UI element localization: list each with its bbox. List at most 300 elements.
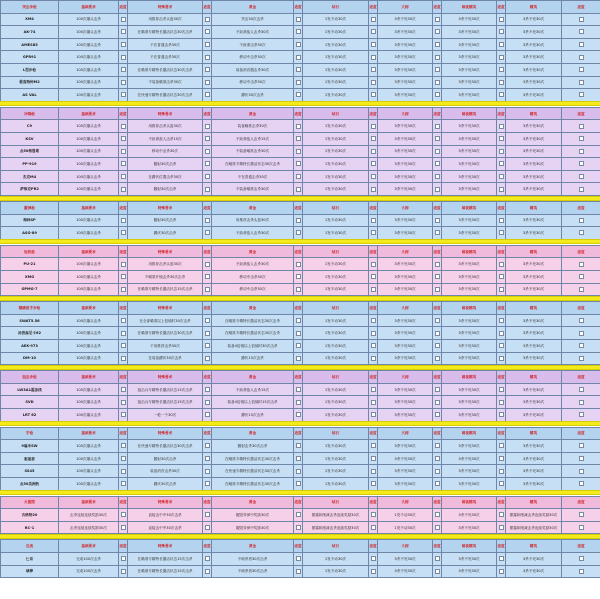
progress-checkbox[interactable]	[121, 55, 126, 60]
progress-cell	[497, 170, 506, 183]
progress-checkbox[interactable]	[371, 262, 376, 267]
progress-checkbox[interactable]	[435, 343, 440, 348]
requirement-cell: 1发不动30次	[303, 270, 369, 283]
progress-checkbox[interactable]	[205, 262, 210, 267]
progress-checkbox[interactable]	[579, 55, 584, 60]
progress-checkbox[interactable]	[499, 569, 504, 574]
progress-checkbox[interactable]	[121, 274, 126, 279]
progress-checkbox[interactable]	[121, 481, 126, 486]
progress-checkbox[interactable]	[371, 124, 376, 129]
progress-cell	[203, 63, 212, 76]
progress-checkbox[interactable]	[499, 136, 504, 141]
progress-checkbox[interactable]	[579, 356, 584, 361]
progress-checkbox[interactable]	[296, 92, 301, 97]
progress-checkbox[interactable]	[205, 387, 210, 392]
progress-checkbox[interactable]	[435, 356, 440, 361]
progress-checkbox[interactable]	[205, 42, 210, 47]
progress-checkbox[interactable]	[205, 29, 210, 34]
progress-checkbox[interactable]	[296, 556, 301, 561]
column-header: 进度	[562, 302, 600, 315]
progress-checkbox[interactable]	[121, 42, 126, 47]
progress-checkbox[interactable]	[121, 29, 126, 34]
progress-checkbox[interactable]	[579, 556, 584, 561]
progress-checkbox[interactable]	[205, 331, 210, 336]
progress-checkbox[interactable]	[121, 525, 126, 530]
progress-checkbox[interactable]	[371, 443, 376, 448]
progress-checkbox[interactable]	[371, 356, 376, 361]
progress-cell	[562, 352, 600, 365]
progress-checkbox[interactable]	[296, 174, 301, 179]
progress-checkbox[interactable]	[579, 92, 584, 97]
progress-checkbox[interactable]	[371, 174, 376, 179]
progress-checkbox[interactable]	[296, 17, 301, 22]
progress-checkbox[interactable]	[205, 136, 210, 141]
progress-checkbox[interactable]	[579, 174, 584, 179]
requirement-cell: 1发不动30次	[303, 352, 369, 365]
progress-checkbox[interactable]	[205, 343, 210, 348]
progress-cell	[119, 13, 128, 26]
progress-checkbox[interactable]	[205, 187, 210, 192]
progress-checkbox[interactable]	[121, 67, 126, 72]
column-header: 进度	[294, 371, 303, 384]
weapon-name: 球棒	[1, 565, 59, 578]
progress-checkbox[interactable]	[435, 174, 440, 179]
progress-checkbox[interactable]	[121, 80, 126, 85]
progress-checkbox[interactable]	[371, 569, 376, 574]
progress-checkbox[interactable]	[579, 456, 584, 461]
progress-checkbox[interactable]	[296, 136, 301, 141]
progress-checkbox[interactable]	[371, 161, 376, 166]
requirement-cell: 蹲伏30次击杀	[128, 477, 203, 490]
progress-checkbox[interactable]	[579, 481, 584, 486]
section-divider	[0, 296, 600, 301]
progress-checkbox[interactable]	[121, 92, 126, 97]
requirement-cell: 在蹲伏位置击杀30次	[128, 170, 203, 183]
progress-checkbox[interactable]	[579, 512, 584, 517]
progress-checkbox[interactable]	[296, 230, 301, 235]
progress-checkbox[interactable]	[579, 136, 584, 141]
weapon-name: PU-21	[1, 258, 59, 271]
progress-checkbox[interactable]	[435, 218, 440, 223]
progress-checkbox[interactable]	[121, 400, 126, 405]
progress-checkbox[interactable]	[371, 343, 376, 348]
progress-checkbox[interactable]	[435, 80, 440, 85]
progress-checkbox[interactable]	[296, 318, 301, 323]
progress-checkbox[interactable]	[296, 456, 301, 461]
progress-checkbox[interactable]	[205, 55, 210, 60]
progress-checkbox[interactable]	[121, 262, 126, 267]
weapon-name: GPMG-7	[1, 283, 59, 296]
progress-cell	[119, 509, 128, 522]
progress-checkbox[interactable]	[371, 218, 376, 223]
progress-checkbox[interactable]	[499, 443, 504, 448]
progress-checkbox[interactable]	[371, 412, 376, 417]
progress-cell	[294, 408, 303, 421]
progress-checkbox[interactable]	[499, 149, 504, 154]
progress-checkbox[interactable]	[435, 42, 440, 47]
progress-checkbox[interactable]	[121, 124, 126, 129]
progress-checkbox[interactable]	[205, 456, 210, 461]
progress-checkbox[interactable]	[499, 124, 504, 129]
requirement-cell: 3杀不死30次	[378, 408, 433, 421]
progress-checkbox[interactable]	[296, 569, 301, 574]
progress-checkbox[interactable]	[499, 525, 504, 530]
progress-checkbox[interactable]	[371, 187, 376, 192]
progress-checkbox[interactable]	[205, 318, 210, 323]
progress-checkbox[interactable]	[296, 525, 301, 530]
progress-checkbox[interactable]	[205, 556, 210, 561]
progress-checkbox[interactable]	[579, 230, 584, 235]
progress-cell	[119, 38, 128, 51]
progress-checkbox[interactable]	[371, 387, 376, 392]
progress-checkbox[interactable]	[499, 387, 504, 392]
progress-checkbox[interactable]	[371, 80, 376, 85]
progress-checkbox[interactable]	[205, 92, 210, 97]
progress-cell	[294, 509, 303, 522]
progress-checkbox[interactable]	[499, 161, 504, 166]
progress-checkbox[interactable]	[371, 149, 376, 154]
progress-checkbox[interactable]	[121, 331, 126, 336]
progress-checkbox[interactable]	[121, 456, 126, 461]
progress-checkbox[interactable]	[205, 525, 210, 530]
progress-checkbox[interactable]	[296, 287, 301, 292]
column-header: 基础要求	[59, 202, 119, 215]
progress-checkbox[interactable]	[296, 67, 301, 72]
progress-checkbox[interactable]	[499, 262, 504, 267]
progress-cell	[119, 314, 128, 327]
progress-checkbox[interactable]	[296, 356, 301, 361]
progress-checkbox[interactable]	[579, 124, 584, 129]
progress-cell	[369, 465, 378, 478]
progress-checkbox[interactable]	[296, 512, 301, 517]
progress-checkbox[interactable]	[121, 287, 126, 292]
progress-checkbox[interactable]	[205, 481, 210, 486]
progress-cell	[497, 408, 506, 421]
requirement-cell: 100次爆头击杀	[59, 477, 119, 490]
progress-checkbox[interactable]	[205, 174, 210, 179]
progress-checkbox[interactable]	[435, 331, 440, 336]
progress-checkbox[interactable]	[371, 318, 376, 323]
progress-checkbox[interactable]	[121, 412, 126, 417]
progress-cell	[294, 565, 303, 578]
progress-checkbox[interactable]	[435, 287, 440, 292]
progress-checkbox[interactable]	[499, 187, 504, 192]
progress-checkbox[interactable]	[296, 331, 301, 336]
progress-checkbox[interactable]	[435, 124, 440, 129]
progress-checkbox[interactable]	[371, 230, 376, 235]
requirement-cell: 1发不动30次	[303, 396, 369, 409]
progress-checkbox[interactable]	[296, 29, 301, 34]
progress-checkbox[interactable]	[121, 556, 126, 561]
progress-checkbox[interactable]	[579, 387, 584, 392]
requirement-cell: 3杀不死30次	[378, 552, 433, 565]
progress-checkbox[interactable]	[371, 67, 376, 72]
progress-checkbox[interactable]	[371, 512, 376, 517]
progress-cell	[562, 258, 600, 271]
requirement-cell: 3杀不死30次	[442, 314, 497, 327]
progress-checkbox[interactable]	[205, 149, 210, 154]
progress-cell	[369, 283, 378, 296]
progress-checkbox[interactable]	[579, 161, 584, 166]
progress-checkbox[interactable]	[499, 412, 504, 417]
progress-cell	[369, 214, 378, 227]
column-header: 黄金	[212, 427, 294, 440]
progress-checkbox[interactable]	[579, 149, 584, 154]
progress-cell	[433, 63, 442, 76]
progress-checkbox[interactable]	[121, 569, 126, 574]
progress-checkbox[interactable]	[371, 274, 376, 279]
progress-cell	[119, 145, 128, 158]
progress-checkbox[interactable]	[296, 412, 301, 417]
progress-checkbox[interactable]	[579, 187, 584, 192]
progress-cell	[433, 132, 442, 145]
progress-checkbox[interactable]	[435, 481, 440, 486]
progress-checkbox[interactable]	[121, 443, 126, 448]
progress-checkbox[interactable]	[435, 525, 440, 530]
progress-checkbox[interactable]	[205, 218, 210, 223]
progress-checkbox[interactable]	[296, 262, 301, 267]
progress-cell	[369, 63, 378, 76]
progress-checkbox[interactable]	[296, 161, 301, 166]
progress-checkbox[interactable]	[371, 469, 376, 474]
progress-checkbox[interactable]	[371, 400, 376, 405]
progress-checkbox[interactable]	[499, 29, 504, 34]
category-label: 近战	[1, 540, 59, 553]
progress-checkbox[interactable]	[435, 318, 440, 323]
challenge-table	[0, 301, 600, 365]
progress-checkbox[interactable]	[435, 161, 440, 166]
progress-cell	[294, 38, 303, 51]
progress-cell	[203, 477, 212, 490]
progress-checkbox[interactable]	[205, 161, 210, 166]
progress-checkbox[interactable]	[296, 469, 301, 474]
table-row	[1, 63, 600, 76]
progress-checkbox[interactable]	[579, 318, 584, 323]
progress-checkbox[interactable]	[499, 469, 504, 474]
requirement-cell: 3杀不死30次	[506, 145, 562, 158]
progress-checkbox[interactable]	[371, 456, 376, 461]
progress-checkbox[interactable]	[371, 556, 376, 561]
progress-checkbox[interactable]	[205, 80, 210, 85]
progress-checkbox[interactable]	[579, 469, 584, 474]
requirement-cell: 3杀不死30次	[506, 396, 562, 409]
progress-checkbox[interactable]	[579, 29, 584, 34]
progress-checkbox[interactable]	[205, 569, 210, 574]
progress-checkbox[interactable]	[205, 17, 210, 22]
progress-checkbox[interactable]	[435, 556, 440, 561]
progress-cell	[433, 314, 442, 327]
requirement-cell: 100次爆头击杀	[59, 13, 119, 26]
progress-checkbox[interactable]	[579, 80, 584, 85]
progress-checkbox[interactable]	[579, 67, 584, 72]
progress-checkbox[interactable]	[205, 443, 210, 448]
progress-checkbox[interactable]	[296, 481, 301, 486]
progress-checkbox[interactable]	[499, 17, 504, 22]
progress-checkbox[interactable]	[296, 55, 301, 60]
progress-checkbox[interactable]	[296, 343, 301, 348]
challenge-table	[0, 107, 600, 196]
progress-checkbox[interactable]	[296, 124, 301, 129]
progress-checkbox[interactable]	[296, 218, 301, 223]
progress-checkbox[interactable]	[499, 218, 504, 223]
progress-checkbox[interactable]	[499, 174, 504, 179]
progress-checkbox[interactable]	[579, 400, 584, 405]
progress-checkbox[interactable]	[499, 481, 504, 486]
progress-cell	[562, 565, 600, 578]
progress-checkbox[interactable]	[296, 274, 301, 279]
progress-checkbox[interactable]	[435, 569, 440, 574]
progress-checkbox[interactable]	[296, 80, 301, 85]
progress-checkbox[interactable]	[205, 412, 210, 417]
progress-checkbox[interactable]	[579, 412, 584, 417]
progress-checkbox[interactable]	[435, 443, 440, 448]
progress-checkbox[interactable]	[371, 481, 376, 486]
progress-checkbox[interactable]	[121, 149, 126, 154]
progress-checkbox[interactable]	[579, 443, 584, 448]
progress-checkbox[interactable]	[435, 136, 440, 141]
progress-checkbox[interactable]	[121, 136, 126, 141]
progress-checkbox[interactable]	[371, 331, 376, 336]
requirement-cell: 3杀不死30次	[506, 452, 562, 465]
progress-checkbox[interactable]	[435, 456, 440, 461]
progress-checkbox[interactable]	[579, 331, 584, 336]
progress-checkbox[interactable]	[579, 42, 584, 47]
progress-checkbox[interactable]	[371, 92, 376, 97]
progress-checkbox[interactable]	[121, 230, 126, 235]
progress-checkbox[interactable]	[499, 456, 504, 461]
progress-checkbox[interactable]	[205, 287, 210, 292]
progress-checkbox[interactable]	[371, 29, 376, 34]
progress-checkbox[interactable]	[296, 387, 301, 392]
section-divider	[0, 239, 600, 244]
column-header: 进度	[369, 202, 378, 215]
requirement-cell: 移动中击杀30次	[212, 76, 294, 89]
requirement-cell: 1发不动30次	[303, 339, 369, 352]
progress-checkbox[interactable]	[499, 67, 504, 72]
progress-checkbox[interactable]	[435, 387, 440, 392]
progress-checkbox[interactable]	[205, 124, 210, 129]
progress-checkbox[interactable]	[499, 400, 504, 405]
progress-checkbox[interactable]	[121, 469, 126, 474]
progress-checkbox[interactable]	[499, 512, 504, 517]
column-header: 特殊要求	[128, 1, 203, 14]
progress-checkbox[interactable]	[435, 92, 440, 97]
progress-checkbox[interactable]	[205, 469, 210, 474]
progress-checkbox[interactable]	[205, 274, 210, 279]
requirement-cell: 3杀不死30次	[378, 13, 433, 26]
progress-checkbox[interactable]	[121, 356, 126, 361]
progress-checkbox[interactable]	[205, 356, 210, 361]
progress-checkbox[interactable]	[579, 218, 584, 223]
progress-checkbox[interactable]	[121, 174, 126, 179]
progress-checkbox[interactable]	[499, 230, 504, 235]
progress-checkbox[interactable]	[121, 343, 126, 348]
progress-checkbox[interactable]	[121, 218, 126, 223]
progress-checkbox[interactable]	[435, 187, 440, 192]
progress-checkbox[interactable]	[499, 343, 504, 348]
requirement-cell: 3杀不死30次	[378, 396, 433, 409]
progress-cell	[369, 76, 378, 89]
progress-cell	[294, 120, 303, 133]
progress-checkbox[interactable]	[579, 343, 584, 348]
requirement-cell: 3杀不死30次	[442, 270, 497, 283]
progress-checkbox[interactable]	[371, 525, 376, 530]
progress-checkbox[interactable]	[435, 400, 440, 405]
progress-checkbox[interactable]	[121, 17, 126, 22]
progress-checkbox[interactable]	[499, 331, 504, 336]
progress-checkbox[interactable]	[435, 149, 440, 154]
progress-checkbox[interactable]	[371, 136, 376, 141]
progress-checkbox[interactable]	[579, 287, 584, 292]
progress-checkbox[interactable]	[499, 55, 504, 60]
progress-checkbox[interactable]	[435, 29, 440, 34]
progress-checkbox[interactable]	[205, 230, 210, 235]
progress-checkbox[interactable]	[121, 318, 126, 323]
progress-checkbox[interactable]	[499, 80, 504, 85]
requirement-cell: 100次爆头击杀	[59, 76, 119, 89]
progress-checkbox[interactable]	[435, 230, 440, 235]
progress-checkbox[interactable]	[121, 512, 126, 517]
progress-checkbox[interactable]	[296, 443, 301, 448]
progress-cell	[562, 452, 600, 465]
progress-checkbox[interactable]	[499, 356, 504, 361]
progress-checkbox[interactable]	[579, 274, 584, 279]
progress-checkbox[interactable]	[121, 187, 126, 192]
progress-checkbox[interactable]	[499, 42, 504, 47]
requirement-cell: 1发不动30次	[378, 509, 433, 522]
column-header: 基础要求	[59, 427, 119, 440]
progress-checkbox[interactable]	[435, 262, 440, 267]
progress-checkbox[interactable]	[435, 412, 440, 417]
progress-cell	[203, 314, 212, 327]
progress-checkbox[interactable]	[435, 17, 440, 22]
progress-checkbox[interactable]	[121, 161, 126, 166]
requirement-cell: 在瞄准专精特长激活状态30次击杀	[212, 327, 294, 340]
progress-checkbox[interactable]	[579, 262, 584, 267]
progress-checkbox[interactable]	[371, 55, 376, 60]
progress-checkbox[interactable]	[435, 512, 440, 517]
progress-checkbox[interactable]	[205, 67, 210, 72]
progress-checkbox[interactable]	[296, 149, 301, 154]
requirement-cell: 3杀不死30次	[378, 258, 433, 271]
progress-checkbox[interactable]	[435, 55, 440, 60]
progress-checkbox[interactable]	[296, 187, 301, 192]
progress-checkbox[interactable]	[205, 400, 210, 405]
progress-checkbox[interactable]	[296, 400, 301, 405]
progress-checkbox[interactable]	[435, 67, 440, 72]
progress-checkbox[interactable]	[499, 287, 504, 292]
column-header: 进度	[203, 1, 212, 14]
progress-checkbox[interactable]	[579, 17, 584, 22]
progress-checkbox[interactable]	[499, 556, 504, 561]
progress-checkbox[interactable]	[205, 512, 210, 517]
progress-checkbox[interactable]	[121, 387, 126, 392]
progress-checkbox[interactable]	[435, 274, 440, 279]
progress-checkbox[interactable]	[499, 318, 504, 323]
progress-checkbox[interactable]	[579, 525, 584, 530]
progress-checkbox[interactable]	[296, 42, 301, 47]
progress-checkbox[interactable]	[499, 274, 504, 279]
progress-checkbox[interactable]	[579, 569, 584, 574]
progress-checkbox[interactable]	[499, 92, 504, 97]
progress-cell	[562, 51, 600, 64]
progress-checkbox[interactable]	[371, 17, 376, 22]
table-row	[1, 183, 600, 196]
requirement-cell: 在瞄准专精特长激活状态30次击杀	[212, 158, 294, 171]
progress-checkbox[interactable]	[371, 42, 376, 47]
progress-checkbox[interactable]	[435, 469, 440, 474]
progress-checkbox[interactable]	[371, 287, 376, 292]
